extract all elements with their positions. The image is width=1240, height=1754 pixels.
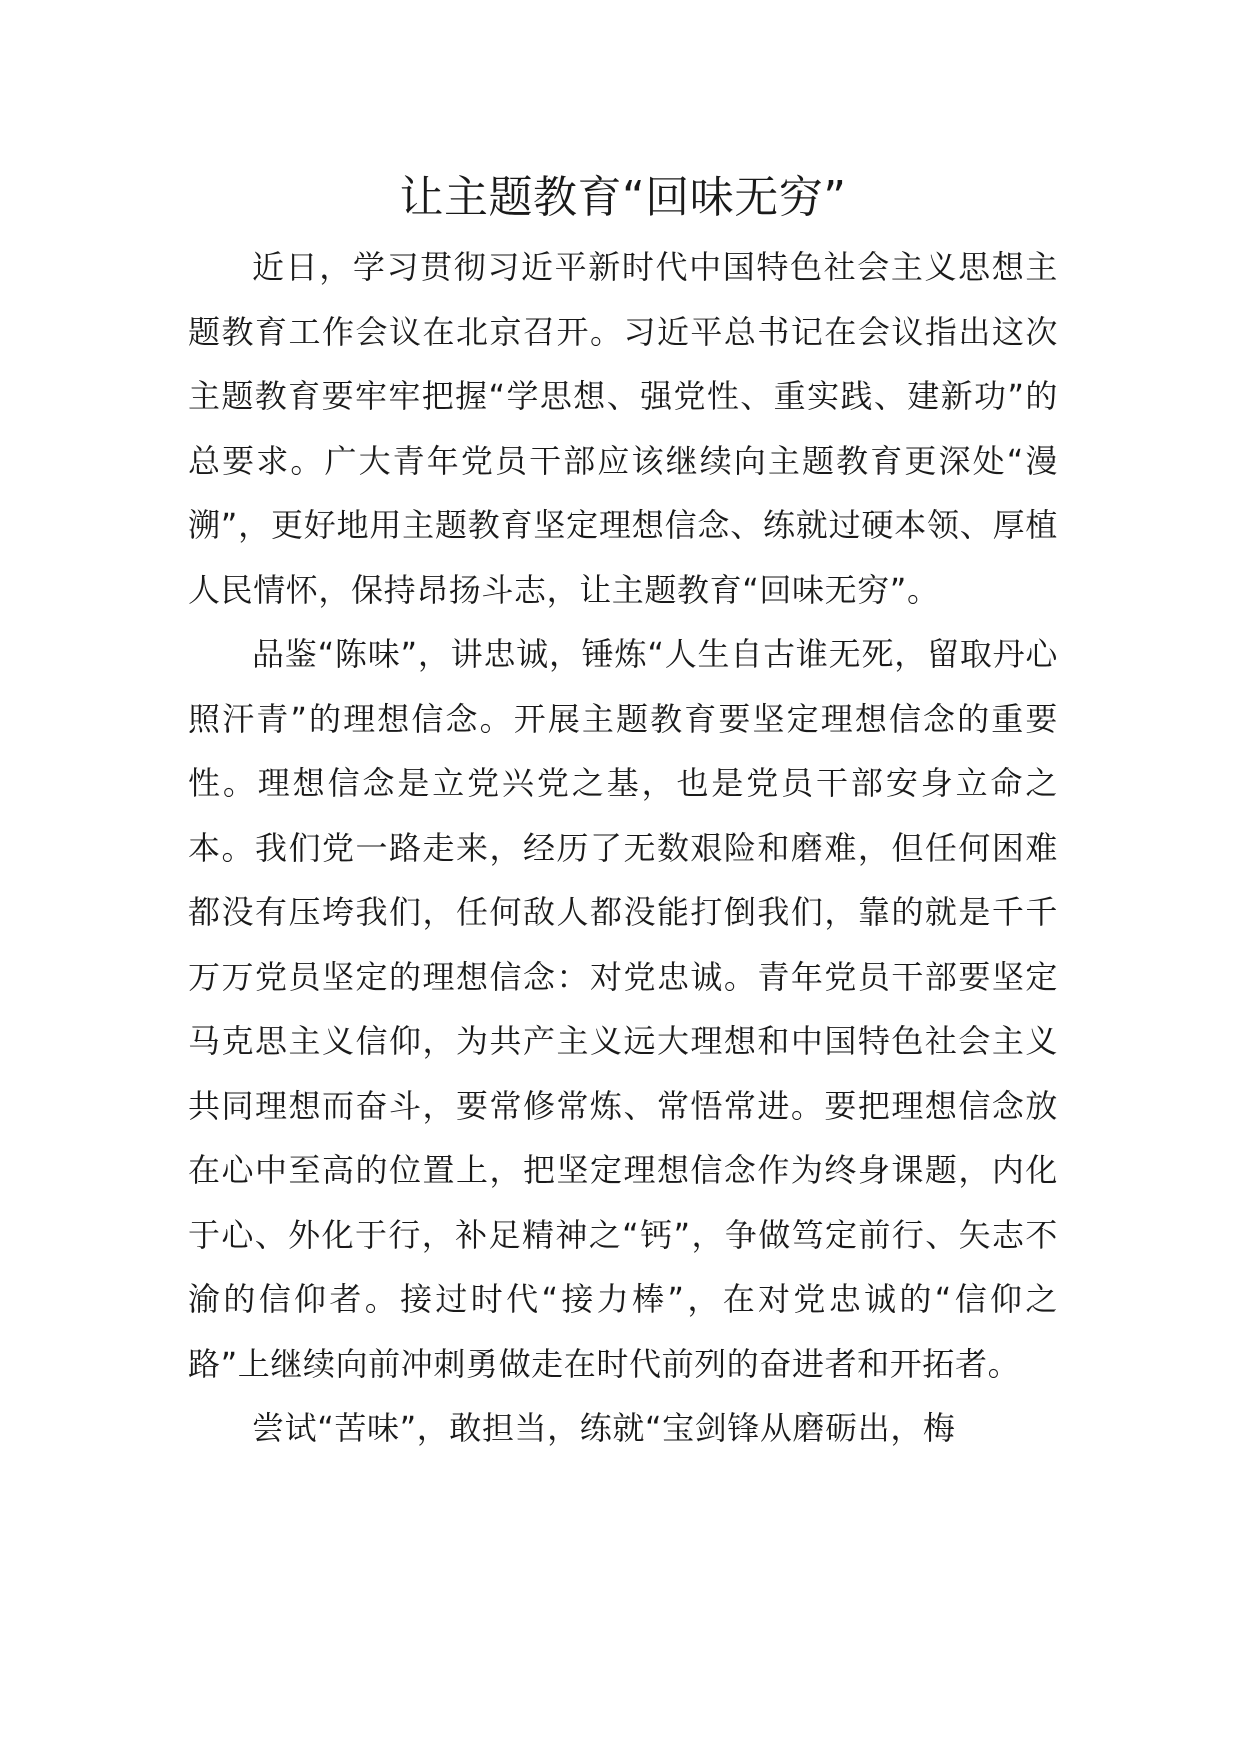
paragraph-1: 近日，学习贯彻习近平新时代中国特色社会主义思想主题教育工作会议在北京召开。习近平总书记在会议指出这次主题教育要牢牢把握“学思想、强党性、重实践、建新功”的总要求。广大青年党员干部应该继续向主题教育更深处“漫溯”，更好地用主题教育坚定理想信念、练就过硬本领、厚植人民情怀，保持昂扬斗志，让主题教育“回味无穷”。	[188, 248, 1058, 609]
document-title: 让主题教育“回味无穷”	[399, 172, 847, 223]
paragraph-2: 品鉴“陈味”，讲忠诚，锤炼“人生自古谁无死，留取丹心照汗青”的理想信念。开展主题教育要坚定理想信念的重要性。理想信念是立党兴党之基，也是党员干部安身立命之本。我们党一路走来，经历了无数艰险和磨难，但任何困难都没有压垮我们，任何敌人都没能打倒我们，靠的就是千千万万党员坚定的理想信念：对党忠诚。青年党员干部要坚定马克思主义信仰，为共产主义远大理想和中国特色社会主义共同理想而奋斗，要常修常炼、常悟常进。要把理想信念放在心中至高的位置上，把坚定理想信念作为终身课题，内化于心、外化于行，补足精神之“钙”，争做笃定前行、矢志不渝的信仰者。接过时代“接力棒”，在对党忠诚的“信仰之路”上继续向前冲刺勇做走在时代前列的奋进者和开拓者。	[188, 635, 1058, 1383]
paragraph-3: 尝试“苦味”，敢担当，练就“宝剑锋从磨砺出，梅	[252, 1409, 956, 1447]
document-body	[188, 235, 1058, 1461]
